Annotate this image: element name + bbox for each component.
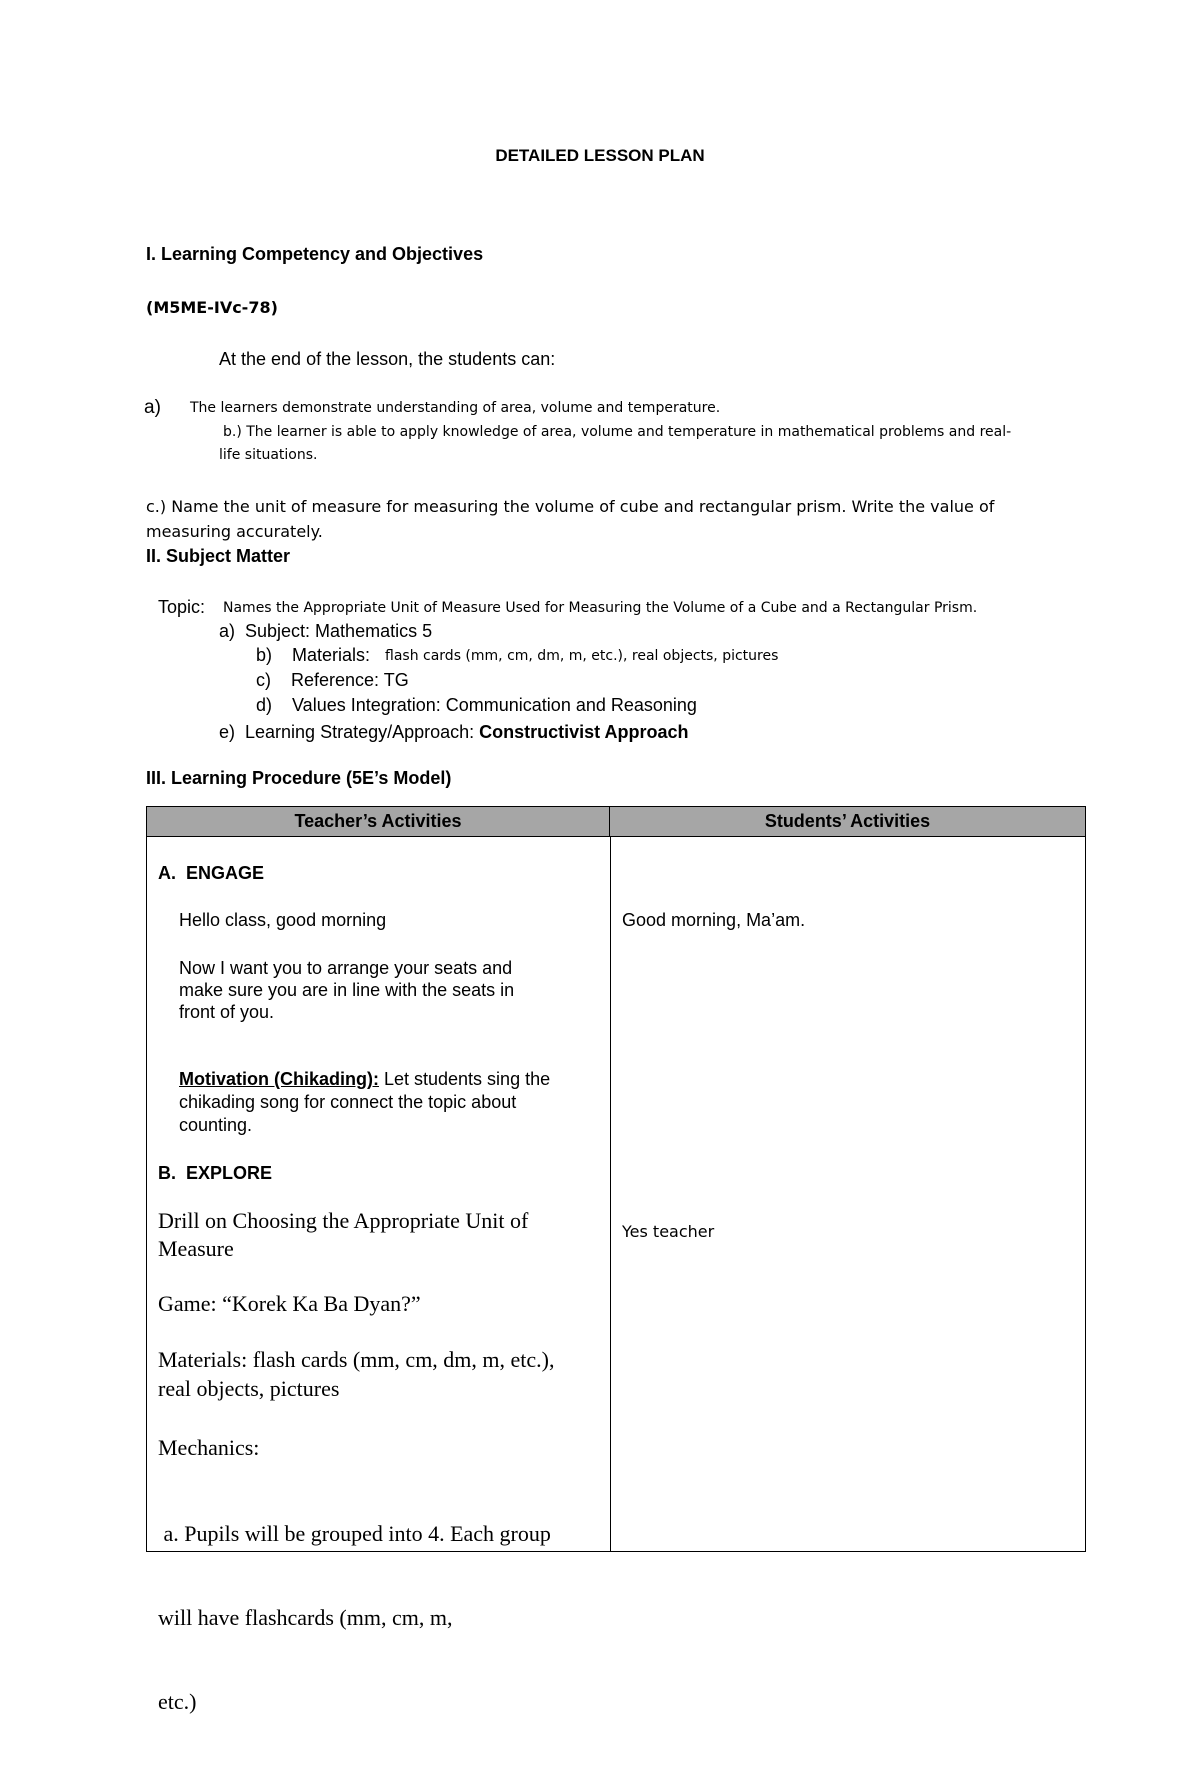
mechanics-line: will have flashcards (mm, cm, m, bbox=[158, 1605, 453, 1630]
objective-b-line1: b.) The learner is able to apply knowledge of area, volume and temperature in mathematical problems and real- bbox=[223, 424, 1012, 440]
strategy-value: Constructivist Approach bbox=[479, 722, 689, 742]
section-heading-procedure: III. Learning Procedure (5E’s Model) bbox=[146, 768, 452, 788]
engage-greeting: Hello class, good morning bbox=[179, 910, 387, 930]
strategy-label: e) Learning Strategy/Approach: bbox=[219, 722, 480, 742]
motivation-text: Let students sing the bbox=[378, 1069, 551, 1089]
materials-line: real objects, pictures bbox=[158, 1376, 340, 1401]
column-header-teacher: Teacher’s Activities bbox=[147, 807, 610, 837]
materials-line: Materials: flash cards (mm, cm, dm, m, etc.), bbox=[158, 1347, 555, 1372]
reference-line: c) Reference: TG bbox=[256, 670, 409, 690]
student-reply-greeting: Good morning, Ma’am. bbox=[622, 910, 806, 930]
objective-a: The learners demonstrate understanding of area, volume and temperature. bbox=[190, 400, 721, 416]
objective-a-letter: a) bbox=[144, 397, 161, 418]
engage-instruction bbox=[179, 957, 514, 1023]
objective-c-line1: c.) Name the unit of measure for measuring the volume of cube and rectangular prism. Write the value of bbox=[146, 497, 995, 516]
drill-line: Drill on Choosing the Appropriate Unit of bbox=[158, 1208, 529, 1233]
section-heading-competency: I. Learning Competency and Objectives bbox=[146, 244, 484, 264]
topic-value: Names the Appropriate Unit of Measure Used for Measuring the Volume of a Cube and a Rectangular Prism. bbox=[223, 600, 978, 616]
student-reply-yes: Yes teacher bbox=[622, 1222, 715, 1241]
motivation-line bbox=[179, 1068, 550, 1091]
topic-label: Topic: bbox=[158, 597, 206, 617]
section-heading-subject-matter: II. Subject Matter bbox=[146, 546, 291, 566]
column-divider bbox=[610, 837, 611, 1551]
motivation-line: counting. bbox=[179, 1115, 253, 1135]
materials-value: flash cards (mm, cm, dm, m, etc.), real objects, pictures bbox=[385, 648, 779, 664]
explore-heading: B. EXPLORE bbox=[158, 1163, 273, 1183]
motivation-label: Motivation (Chikading): bbox=[179, 1069, 379, 1089]
motivation-block bbox=[179, 1068, 550, 1137]
document-title: DETAILED LESSON PLAN bbox=[495, 146, 705, 165]
mechanics-line: etc.) bbox=[158, 1689, 197, 1714]
engage-instruction-line: Now I want you to arrange your seats and bbox=[179, 958, 513, 978]
objective-b-line2: life situations. bbox=[219, 447, 318, 463]
engage-instruction-line: front of you. bbox=[179, 1002, 275, 1022]
materials-label: b) Materials: bbox=[256, 645, 371, 665]
competency-code: (M5ME-IVc-78) bbox=[146, 298, 278, 317]
engage-instruction-line: make sure you are in line with the seats in bbox=[179, 980, 515, 1000]
objectives-intro: At the end of the lesson, the students can: bbox=[219, 349, 556, 369]
mechanics-item-a bbox=[158, 1464, 551, 1772]
column-header-students: Students’ Activities bbox=[610, 807, 1085, 837]
subject-line: a) Subject: Mathematics 5 bbox=[219, 621, 433, 641]
drill-line: Measure bbox=[158, 1236, 234, 1261]
strategy-line bbox=[219, 722, 689, 743]
table-materials bbox=[158, 1345, 555, 1403]
drill-title bbox=[158, 1207, 528, 1263]
game-title: Game: “Korek Ka Ba Dyan?” bbox=[158, 1291, 421, 1316]
objective-c-line2: measuring accurately. bbox=[146, 522, 323, 541]
values-integration-line: d) Values Integration: Communication and Reasoning bbox=[256, 695, 697, 715]
mechanics-label: Mechanics: bbox=[158, 1435, 260, 1460]
engage-heading: A. ENGAGE bbox=[158, 863, 265, 883]
mechanics-line: a. Pupils will be grouped into 4. Each group bbox=[158, 1521, 551, 1546]
procedure-table bbox=[146, 806, 1086, 1714]
motivation-line: chikading song for connect the topic about bbox=[179, 1092, 517, 1112]
